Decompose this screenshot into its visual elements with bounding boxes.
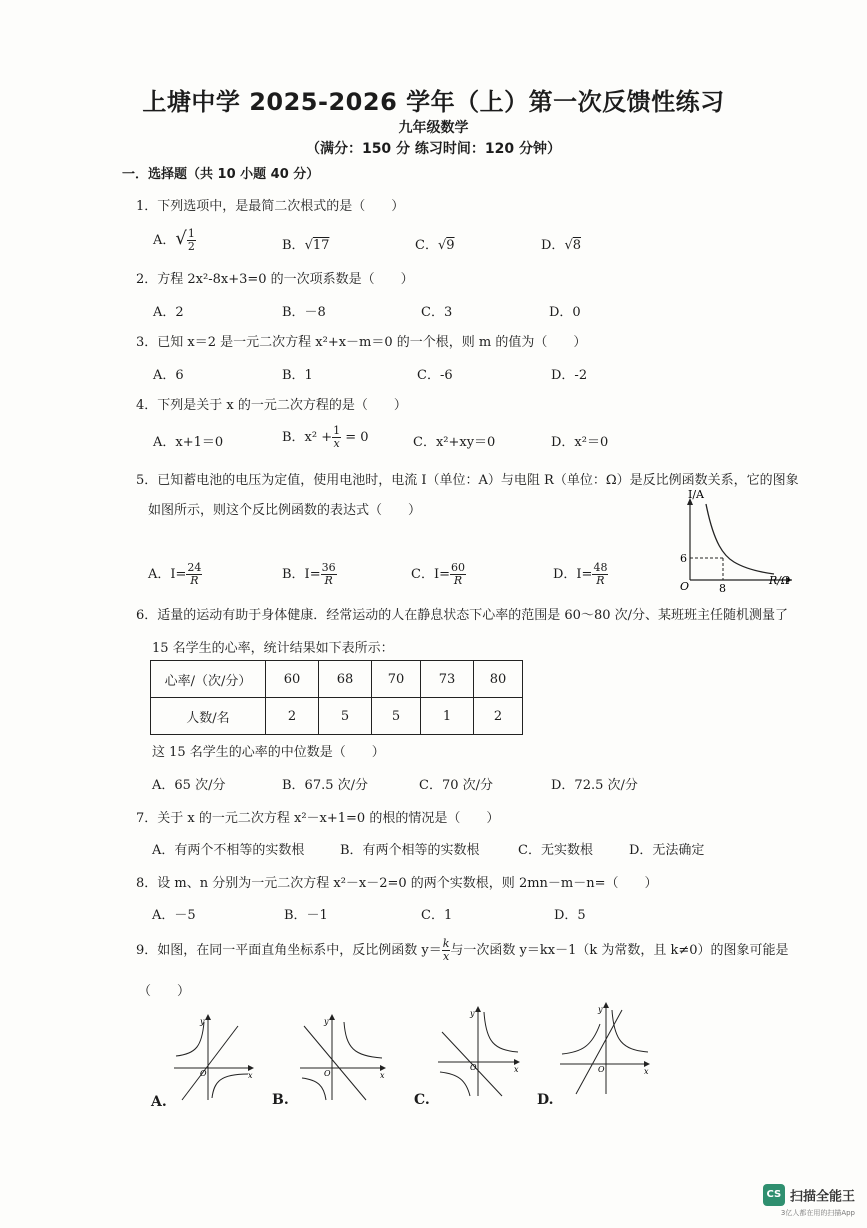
q6-stem-line2: 15 名学生的心率，统计结果如下表所示： [152, 641, 394, 656]
q9-stem: 9．如图，在同一平面直角坐标系中，反比例函数 y＝ $\frac{k}{x}$ 与一次函数 y＝kx－1（k 为常数，且 k≠0）的图象可能是 [136, 937, 789, 963]
table-cell: 1 [421, 698, 474, 735]
q6-heart-rate-table [150, 660, 523, 735]
table-cell: 60 [266, 661, 319, 698]
table-cell: 73 [421, 661, 474, 698]
table-cell: 68 [319, 661, 372, 698]
q8-option-d: D．5 [554, 908, 586, 923]
q9-option-d: D. [537, 1092, 554, 1108]
q5-graph [674, 484, 804, 596]
table-cell: 5 [372, 698, 421, 735]
q9-option-c: C. [414, 1092, 430, 1108]
q3-stem: 3．已知 x＝2 是一元二次方程 x²+x－m＝0 的一个根，则 m 的值为（ ） [136, 335, 587, 350]
q2-stem: 2．方程 2x²-8x+3=0 的一次项系数是（ ） [136, 272, 414, 287]
q1-stem: 1．下列选项中，是最简二次根式的是（ ） [136, 199, 405, 214]
q5-option-d: D．I= $\frac{48}{R}$ [553, 561, 608, 587]
svg-text:x: x [248, 1071, 253, 1080]
q5-option-c: C．I= $\frac{60}{R}$ [411, 561, 465, 587]
svg-text:O: O [470, 1063, 477, 1072]
q1-option-b: B．√17 [282, 238, 330, 253]
q6-followup: 这 15 名学生的心率的中位数是（ ） [152, 745, 385, 760]
q5-y-tick: 6 [680, 552, 687, 565]
svg-text:O: O [324, 1069, 331, 1078]
q6-option-a: A．65 次/分 [152, 778, 226, 793]
q9-graph-a [168, 1012, 258, 1104]
q7-option-d: D．无法确定 [629, 843, 705, 858]
q5-x-label: R/Ω [769, 574, 791, 587]
table-row [151, 698, 523, 735]
q5-x-tick: 8 [719, 582, 726, 595]
q2-option-d: D．0 [549, 305, 581, 320]
q7-option-c: C．无实数根 [518, 843, 593, 858]
q3-option-a: A．6 [153, 368, 184, 383]
scanner-tagline: 3亿人都在用的扫描App [780, 1209, 855, 1217]
q3-option-b: B．1 [282, 368, 313, 383]
q9-graph-d [556, 1000, 654, 1096]
q6-stem-line1: 6．适量的运动有助于身体健康．经常运动的人在静息状态下心率的范围是 60～80 次/分、某班班主任随机测量了 [136, 608, 789, 623]
table-row [151, 661, 523, 698]
svg-text:y: y [470, 1009, 475, 1018]
q6-option-b: B．67.5 次/分 [282, 778, 369, 793]
q4-option-c: C．x²+xy＝0 [413, 435, 496, 450]
q5-option-b: B．I= $\frac{36}{R}$ [282, 561, 336, 587]
q9-option-a: A. [151, 1094, 167, 1110]
table-cell: 80 [474, 661, 523, 698]
svg-text:O: O [598, 1065, 605, 1074]
q4-stem: 4．下列是关于 x 的一元二次方程的是（ ） [136, 398, 407, 413]
q7-option-a: A．有两个不相等的实数根 [152, 843, 305, 858]
scanner-name: 扫描全能王 [789, 1189, 855, 1205]
scanner-logo: CS [763, 1184, 785, 1206]
q8-stem: 8．设 m、n 分别为一元二次方程 x²－x－2=0 的两个实数根，则 2mn－m－n=（ ） [136, 876, 658, 891]
svg-text:x: x [380, 1071, 385, 1080]
q1-option-a: A．√ $\frac{1}{2}$ [153, 227, 195, 253]
q6-option-c: C．70 次/分 [419, 778, 494, 793]
q7-stem: 7．关于 x 的一元二次方程 x²－x+1=0 的根的情况是（ ） [136, 811, 500, 826]
table-cell: 70 [372, 661, 421, 698]
q5-curve [706, 504, 774, 574]
q5-option-a: A．I= $\frac{24}{R}$ [148, 561, 202, 587]
q7-option-b: B．有两个相等的实数根 [340, 843, 480, 858]
q5-stem-line1: 5．已知蓄电池的电压为定值，使用电池时，电流 I（单位：A）与电阻 R（单位：Ω）是反比例函数关系，它的图象 [136, 473, 799, 488]
table-cell: 2 [474, 698, 523, 735]
q5-y-label: I/A [688, 488, 704, 501]
table-cell: 5 [319, 698, 372, 735]
table-cell: 2 [266, 698, 319, 735]
exam-info: （满分：150 分 练习时间：120 分钟） [305, 141, 562, 157]
paper-subject: 九年级数学 [398, 120, 469, 136]
q2-option-a: A．2 [153, 305, 184, 320]
q4-option-d: D．x²＝0 [551, 435, 609, 450]
q4-option-b: B．x² + $\frac{1}{x}$ = 0 [282, 424, 369, 450]
svg-text:y: y [200, 1017, 205, 1026]
paper-title: 上塘中学 2025-2026 学年（上）第一次反馈性练习 [142, 88, 725, 116]
q5-origin: O [680, 580, 690, 593]
q2-option-c: C．3 [421, 305, 453, 320]
q5-stem-line2: 如图所示，则这个反比例函数的表达式（ ） [148, 503, 422, 518]
q9-option-b: B. [272, 1092, 289, 1108]
q8-option-a: A．－5 [152, 908, 196, 923]
q4-option-a: A．x+1＝0 [153, 435, 224, 450]
section-heading: 一．选择题（共 10 小题 40 分） [122, 167, 320, 182]
svg-text:O: O [200, 1069, 207, 1078]
q3-option-d: D．-2 [551, 368, 588, 383]
table-header-cell: 心率/（次/分） [151, 661, 266, 698]
q1-option-d: D．√8 [541, 238, 582, 253]
q2-option-b: B．－8 [282, 305, 326, 320]
q3-option-c: C．-6 [417, 368, 453, 383]
q9-graph-b [296, 1012, 390, 1104]
q9-blank: （ ） [138, 984, 191, 999]
q8-option-b: B．－1 [284, 908, 328, 923]
svg-text:x: x [644, 1067, 649, 1076]
table-header-cell: 人数/名 [151, 698, 266, 735]
svg-text:y: y [324, 1017, 329, 1026]
svg-text:x: x [514, 1065, 519, 1074]
q1-option-c: C．√9 [415, 238, 455, 253]
q6-option-d: D．72.5 次/分 [551, 778, 638, 793]
scanner-watermark [763, 1184, 855, 1218]
svg-text:y: y [598, 1005, 603, 1014]
q9-graph-c [434, 1004, 524, 1100]
q8-option-c: C．1 [421, 908, 453, 923]
